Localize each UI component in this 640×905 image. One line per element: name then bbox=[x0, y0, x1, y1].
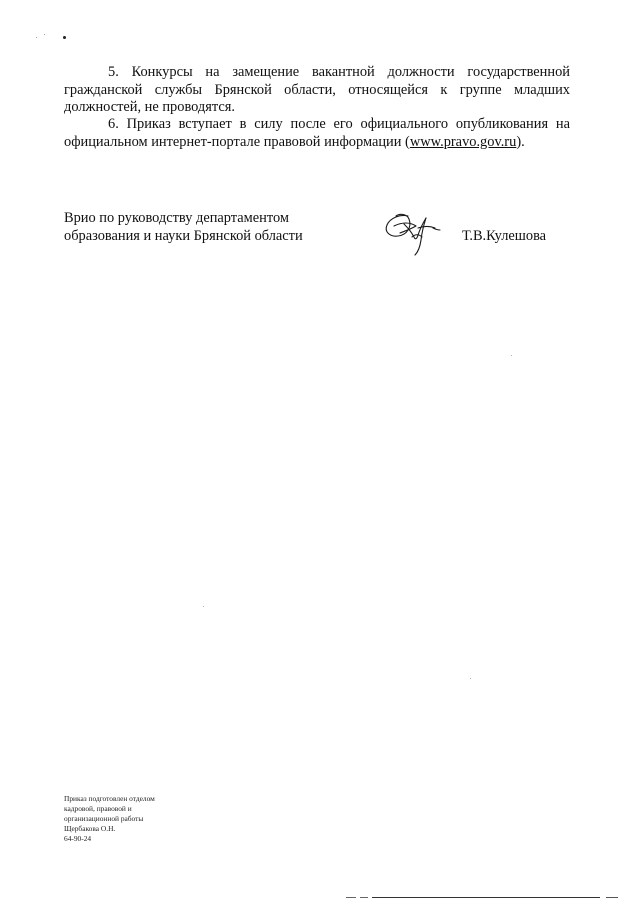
paragraph-5-text: 5. Конкурсы на замещение вакантной должности государственной гражданской службы Брянской области, относящейся к группе младших должностей, не проводятся. bbox=[64, 64, 570, 115]
paragraph-6-text-end: ). bbox=[516, 133, 525, 150]
scan-speck bbox=[36, 37, 37, 38]
footnote-line3: организационной работы bbox=[64, 814, 144, 823]
scan-speck bbox=[511, 355, 512, 356]
scan-speck bbox=[470, 678, 471, 679]
paragraph-6-text: 6. Приказ вступает в силу после его официального опубликования на официальном интернет-портале правовой информации ( bbox=[64, 116, 570, 150]
prepared-by-note bbox=[64, 794, 155, 844]
signatory-position-line2: образования и науки Брянской области bbox=[64, 228, 303, 244]
handwritten-signature bbox=[378, 204, 450, 258]
signatory-position bbox=[64, 209, 303, 245]
scan-speck bbox=[44, 34, 45, 35]
footnote-line5: 64-90-24 bbox=[64, 834, 92, 843]
pravo-portal-link[interactable]: www.pravo.gov.ru bbox=[409, 133, 517, 150]
signatory-name: Т.В.Кулешова bbox=[462, 228, 547, 244]
scan-speck bbox=[203, 606, 204, 607]
scan-edge-line bbox=[346, 897, 356, 898]
signatory-position-line1: Врио по руководству департаментом bbox=[64, 210, 289, 226]
scan-edge-line bbox=[606, 897, 618, 898]
scan-edge-line bbox=[360, 897, 368, 898]
paragraph-5 bbox=[64, 64, 570, 117]
footnote-line2: кадровой, правовой и bbox=[64, 804, 132, 813]
scan-edge-line bbox=[372, 897, 600, 898]
scan-speck bbox=[63, 36, 66, 39]
footnote-line4: Щербакова О.Н. bbox=[64, 824, 116, 833]
footnote-line1: Приказ подготовлен отделом bbox=[64, 794, 155, 803]
paragraph-6 bbox=[64, 116, 570, 151]
